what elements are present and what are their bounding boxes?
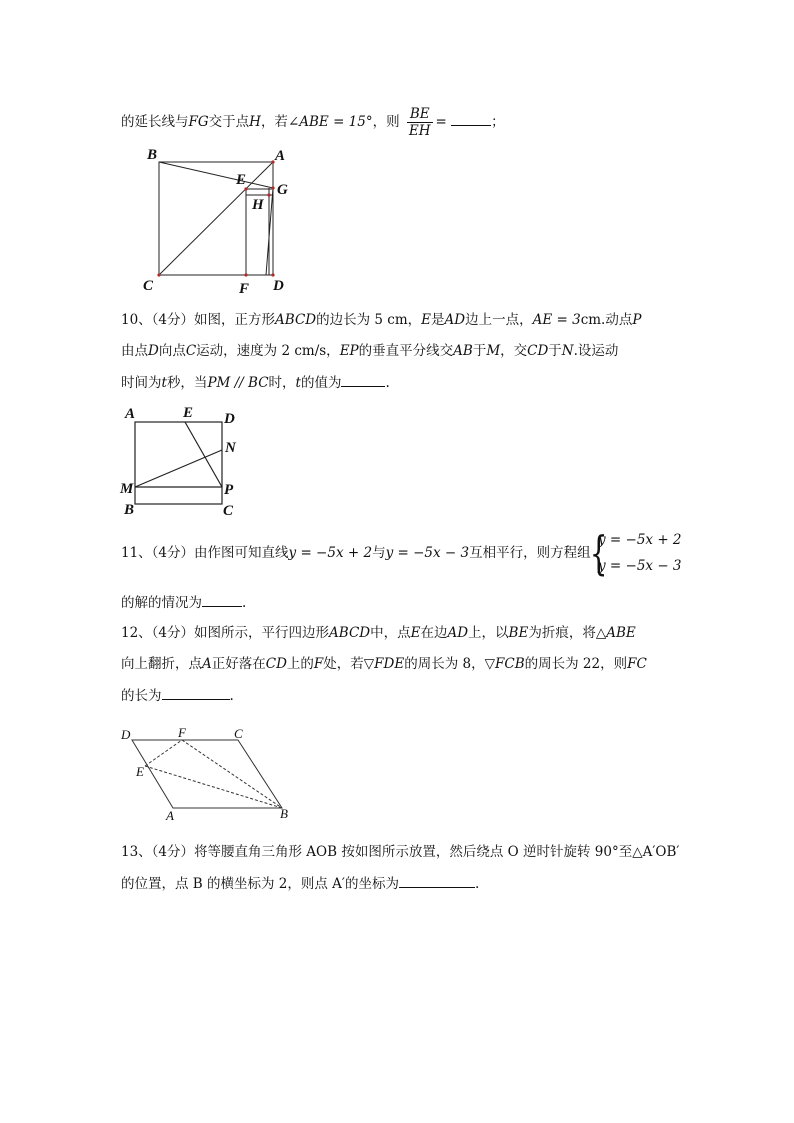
q9-seg: ，则 — [372, 114, 400, 130]
parallelogram-abcd — [132, 740, 282, 808]
text: 13、（4分）将等腰直角三角形 AOB 按如图所示放置，然后绕点 O 逆时针旋转 90°至△A′OB′ — [121, 844, 680, 860]
segment-ef — [145, 740, 182, 766]
text: 正好落在 — [211, 656, 266, 672]
label-b: B — [147, 147, 158, 163]
math: y = −5x + 2 — [288, 545, 373, 561]
text: . — [229, 688, 234, 704]
math: AB — [453, 343, 473, 359]
text: 11、（4分）由作图可知直线 — [121, 545, 289, 561]
label-c: C — [234, 726, 243, 741]
label-a: A — [275, 148, 286, 164]
math: AD — [444, 312, 466, 328]
text: 秒，当 — [166, 375, 208, 391]
text: 10、（4分）如图，正方形 — [121, 312, 276, 328]
q12-line3 — [121, 685, 234, 706]
q9-h: H — [249, 114, 261, 130]
answer-blank[interactable] — [341, 372, 385, 387]
math: △ABE — [595, 625, 636, 641]
text: 上的 — [286, 656, 314, 672]
q12-line2 — [121, 654, 647, 674]
text: ，交 — [500, 343, 528, 359]
q9-fg: FG — [188, 114, 209, 130]
text: 上，以 — [468, 625, 509, 641]
math: ▽FCB — [484, 656, 525, 672]
text: 互相平行，则方程组 — [469, 545, 591, 561]
math: EP — [339, 343, 359, 359]
text: 的值为 — [300, 375, 342, 391]
q9-figure — [140, 145, 300, 300]
math: ▽FDE — [363, 656, 405, 672]
label-g: G — [277, 182, 288, 198]
answer-blank[interactable] — [202, 592, 242, 607]
label-p: P — [224, 482, 234, 498]
q12-line1 — [121, 623, 636, 643]
text: 向上翻折，点 — [121, 656, 202, 672]
answer-blank[interactable] — [451, 111, 491, 126]
equation-system — [598, 527, 682, 579]
math: M — [486, 343, 501, 359]
text: 的解的情况为 — [121, 595, 202, 611]
math: FC — [627, 656, 647, 672]
math: AE = 3 — [532, 312, 581, 328]
label-a: A — [166, 808, 174, 823]
text: 与 — [372, 545, 386, 561]
q10-figure — [118, 404, 243, 520]
math: N — [561, 343, 574, 359]
text: . — [475, 876, 480, 892]
math: t — [161, 375, 167, 391]
math: ABCD — [275, 312, 317, 328]
text: 于 — [548, 343, 562, 359]
label-e: E — [236, 172, 247, 188]
math: AD — [447, 625, 469, 641]
math: D — [148, 343, 159, 359]
math: C — [185, 343, 197, 359]
equation-2: y = −5x − 3 — [598, 558, 682, 574]
label-f: F — [239, 281, 250, 297]
label-e: E — [136, 764, 144, 779]
text: .设运动 — [573, 343, 619, 359]
label-c: C — [143, 278, 154, 294]
text: 的长为 — [121, 688, 162, 704]
q11-line1 — [121, 543, 591, 563]
math: CD — [265, 656, 287, 672]
text: 的周长为 22，则 — [524, 656, 628, 672]
math: ABCD — [329, 625, 371, 641]
text: . — [385, 375, 390, 391]
q9-seg: ，若 — [260, 114, 288, 130]
q13-line2 — [121, 873, 479, 894]
equation-1: y = −5x + 2 — [598, 532, 682, 548]
segment-mn — [135, 450, 222, 487]
label-b: B — [280, 806, 288, 821]
text: 12、（4分）如图所示，平行四边形 — [121, 625, 330, 641]
text: 处，若 — [323, 656, 364, 672]
text: 时间为 — [121, 375, 162, 391]
frac-denominator: EH — [408, 123, 431, 139]
math: E — [410, 625, 421, 641]
math: A — [202, 656, 212, 672]
math: F — [313, 656, 324, 672]
q9-fraction — [407, 106, 433, 139]
q13-line1 — [121, 842, 679, 862]
text: 边上一点， — [465, 312, 533, 328]
frac-numerator: BE — [407, 106, 433, 123]
text: 中，点 — [370, 625, 411, 641]
answer-blank[interactable] — [162, 685, 230, 700]
text: cm.动点 — [580, 312, 633, 328]
label-e: E — [183, 405, 194, 421]
segment-ep — [185, 422, 222, 487]
text: 的位置，点 B 的横坐标为 2，则点 A′的坐标为 — [121, 876, 399, 892]
label-c: C — [223, 503, 234, 519]
segment-be-extended — [159, 162, 273, 188]
text: 于 — [472, 343, 487, 359]
math: t — [295, 375, 301, 391]
label-n: N — [225, 440, 236, 456]
q9-tail: ； — [491, 114, 505, 130]
q12-figure — [118, 724, 293, 824]
text: 由点 — [121, 343, 148, 359]
text: 为折痕，将 — [528, 625, 596, 641]
q9-seg: 交于点 — [208, 114, 250, 130]
q9-eq: = — [435, 114, 447, 130]
math: BE — [508, 625, 529, 641]
text: 运动，速度为 2 cm/s， — [196, 343, 340, 359]
system-brace: { — [589, 526, 608, 580]
text: 的边长为 5 cm， — [316, 312, 422, 328]
segment-fb — [182, 740, 282, 808]
q10-line3 — [121, 372, 390, 393]
text: 的周长为 8， — [404, 656, 485, 672]
q10-line2 — [121, 341, 618, 361]
q9-text — [121, 106, 505, 139]
label-m: M — [120, 481, 134, 497]
text: 的垂直平分线交 — [358, 343, 454, 359]
label-f: F — [178, 725, 186, 740]
label-h: H — [252, 197, 264, 213]
text: . — [242, 595, 247, 611]
diagonal-ca — [159, 162, 273, 275]
text: 时， — [268, 375, 296, 391]
label-d: D — [273, 278, 284, 294]
math: E — [421, 312, 432, 328]
answer-blank[interactable] — [399, 873, 475, 888]
math: PM // BC — [207, 375, 269, 391]
q10-line1 — [121, 310, 641, 330]
q9-seg: 的延长线与 — [121, 114, 189, 130]
fold-be — [145, 766, 282, 808]
text: 在边 — [420, 625, 448, 641]
math: CD — [527, 343, 549, 359]
math: P — [632, 312, 642, 328]
q9-angle: ∠ABE = 15° — [287, 114, 373, 130]
text: 是 — [431, 312, 445, 328]
label-d: D — [121, 727, 131, 742]
label-d: D — [224, 411, 235, 427]
label-b: B — [124, 502, 135, 518]
math: y = −5x − 3 — [385, 545, 470, 561]
label-a: A — [125, 406, 136, 422]
q11-line2 — [121, 592, 246, 613]
text: 向点 — [158, 343, 186, 359]
